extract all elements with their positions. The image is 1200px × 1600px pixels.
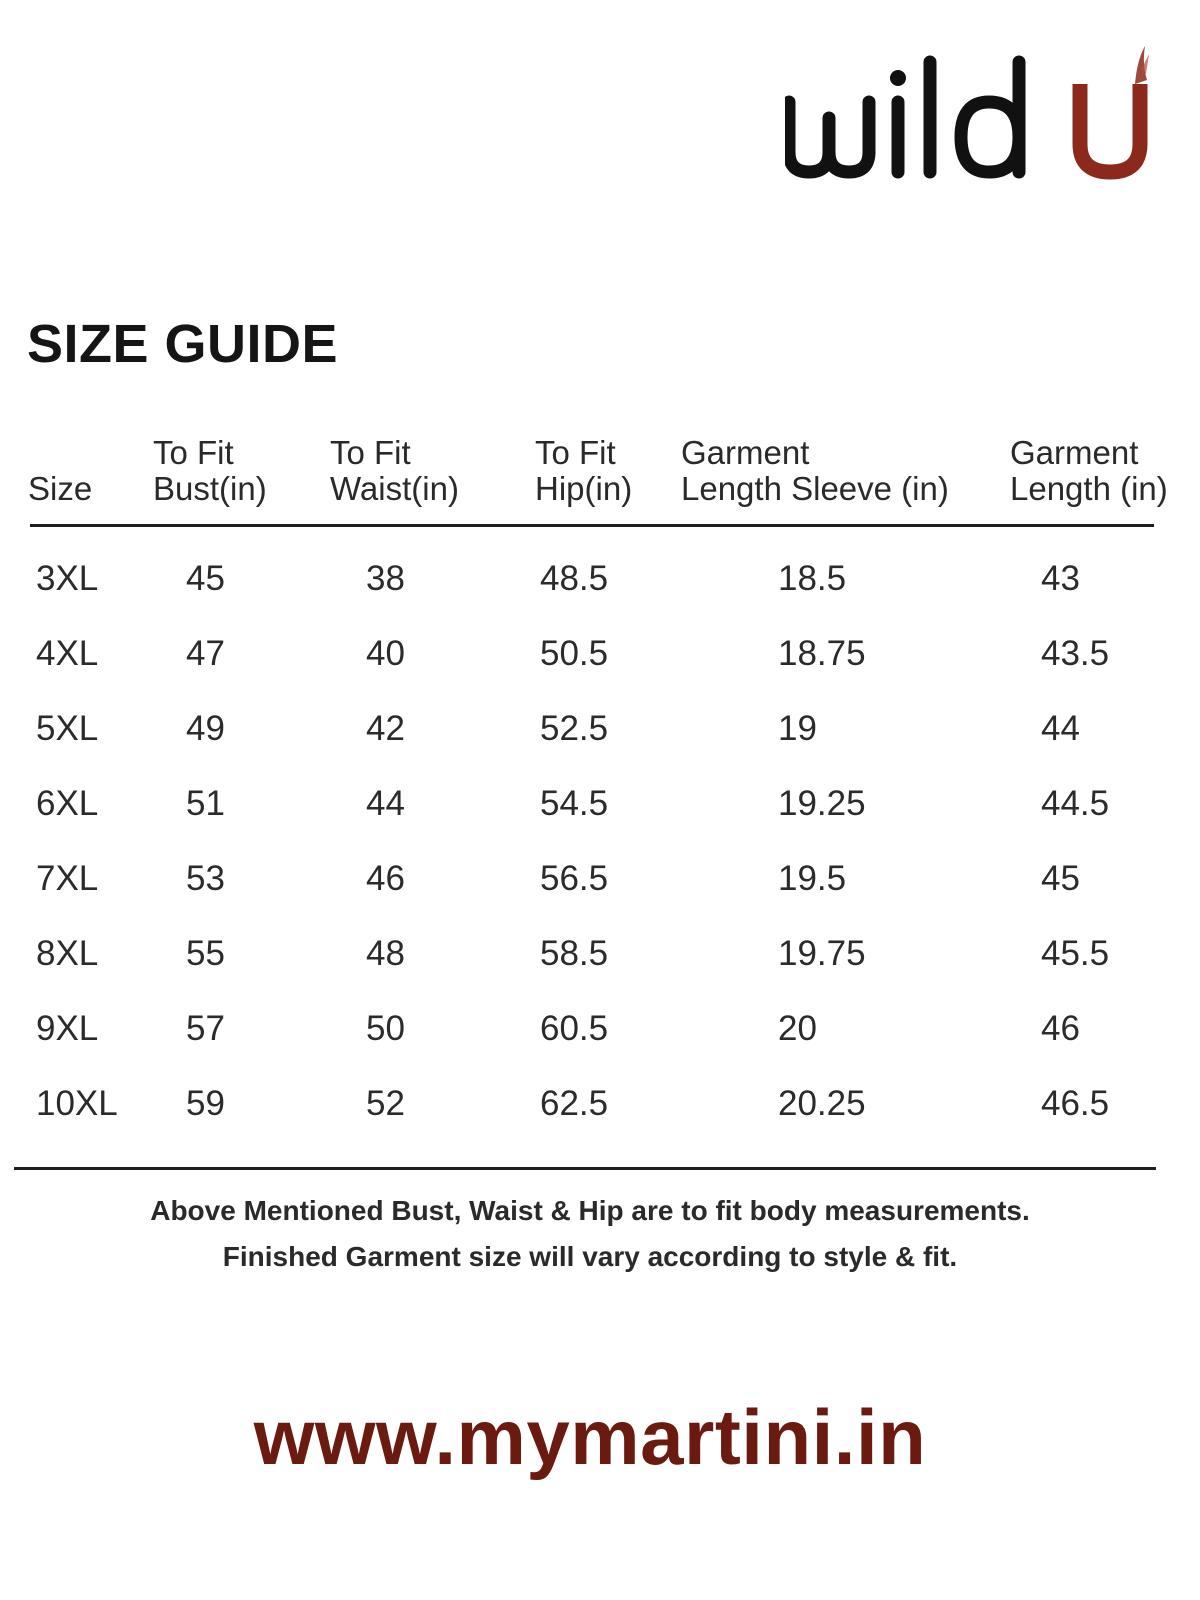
table-header-row xyxy=(28,435,1168,517)
size-table-header xyxy=(28,435,1168,517)
cell-waist: 38 xyxy=(366,559,405,598)
cell-sleeve-length: 19.5 xyxy=(778,859,847,898)
cell-sleeve-length: 18.75 xyxy=(778,634,866,673)
cell-size: 6XL xyxy=(36,784,99,823)
measurement-notes xyxy=(0,1188,1180,1280)
cell-size: 9XL xyxy=(36,1009,99,1048)
cell-hip: 52.5 xyxy=(540,709,609,748)
note-line: Finished Garment size will vary according to style & fit. xyxy=(222,1241,958,1272)
note-line: Above Mentioned Bust, Waist & Hip are to fit body measurements. xyxy=(150,1195,1030,1226)
cell-garment-length: 43 xyxy=(1041,559,1080,598)
cell-garment-length: 44 xyxy=(1041,709,1080,748)
brand-logo xyxy=(785,40,1185,200)
cell-garment-length: 46 xyxy=(1041,1009,1080,1048)
cell-bust: 55 xyxy=(186,934,225,973)
cell-size: 8XL xyxy=(36,934,99,973)
cell-size: 3XL xyxy=(36,559,99,598)
header-sleeve-length: Garment Length Sleeve (in) xyxy=(681,434,949,507)
table-row xyxy=(28,920,1168,995)
table-row xyxy=(28,995,1168,1070)
website-url[interactable]: www.mymartini.in xyxy=(253,1393,927,1481)
cell-garment-length: 46.5 xyxy=(1041,1084,1110,1123)
cell-bust: 59 xyxy=(186,1084,225,1123)
header-garment-length: Garment Length (in) xyxy=(1010,434,1168,507)
cell-garment-length: 44.5 xyxy=(1041,784,1110,823)
cell-bust: 45 xyxy=(186,559,225,598)
cell-hip: 54.5 xyxy=(540,784,609,823)
cell-waist: 44 xyxy=(366,784,405,823)
cell-garment-length: 45.5 xyxy=(1041,934,1110,973)
cell-size: 10XL xyxy=(36,1084,118,1123)
header-waist: To Fit Waist(in) xyxy=(330,434,459,507)
cell-hip: 48.5 xyxy=(540,559,609,598)
header-size: Size xyxy=(28,470,93,507)
footer-divider xyxy=(14,1167,1156,1170)
cell-bust: 57 xyxy=(186,1009,225,1048)
cell-waist: 50 xyxy=(366,1009,405,1048)
table-row xyxy=(28,1070,1168,1145)
cell-hip: 62.5 xyxy=(540,1084,609,1123)
cell-bust: 53 xyxy=(186,859,225,898)
cell-waist: 42 xyxy=(366,709,405,748)
cell-sleeve-length: 20 xyxy=(778,1009,817,1048)
cell-size: 4XL xyxy=(36,634,99,673)
cell-hip: 50.5 xyxy=(540,634,609,673)
cell-sleeve-length: 19.75 xyxy=(778,934,866,973)
cell-size: 5XL xyxy=(36,709,99,748)
wild-u-logo-graphic xyxy=(785,40,1185,200)
cell-sleeve-length: 20.25 xyxy=(778,1084,866,1123)
cell-sleeve-length: 19.25 xyxy=(778,784,866,823)
table-row xyxy=(28,845,1168,920)
table-row xyxy=(28,545,1168,620)
cell-waist: 40 xyxy=(366,634,405,673)
cell-sleeve-length: 19 xyxy=(778,709,817,748)
cell-waist: 52 xyxy=(366,1084,405,1123)
header-bust: To Fit Bust(in) xyxy=(153,434,267,507)
table-row xyxy=(28,695,1168,770)
cell-waist: 46 xyxy=(366,859,405,898)
cell-hip: 56.5 xyxy=(540,859,609,898)
cell-garment-length: 43.5 xyxy=(1041,634,1110,673)
cell-size: 7XL xyxy=(36,859,99,898)
size-table-body xyxy=(28,545,1168,1145)
table-row xyxy=(28,770,1168,845)
cell-garment-length: 45 xyxy=(1041,859,1080,898)
cell-hip: 60.5 xyxy=(540,1009,609,1048)
cell-hip: 58.5 xyxy=(540,934,609,973)
cell-sleeve-length: 18.5 xyxy=(778,559,847,598)
cell-bust: 51 xyxy=(186,784,225,823)
cell-bust: 49 xyxy=(186,709,225,748)
header-divider xyxy=(30,524,1154,527)
cell-waist: 48 xyxy=(366,934,405,973)
cell-bust: 47 xyxy=(186,634,225,673)
header-hip: To Fit Hip(in) xyxy=(535,434,633,507)
page-title: SIZE GUIDE xyxy=(27,314,339,374)
table-row xyxy=(28,620,1168,695)
